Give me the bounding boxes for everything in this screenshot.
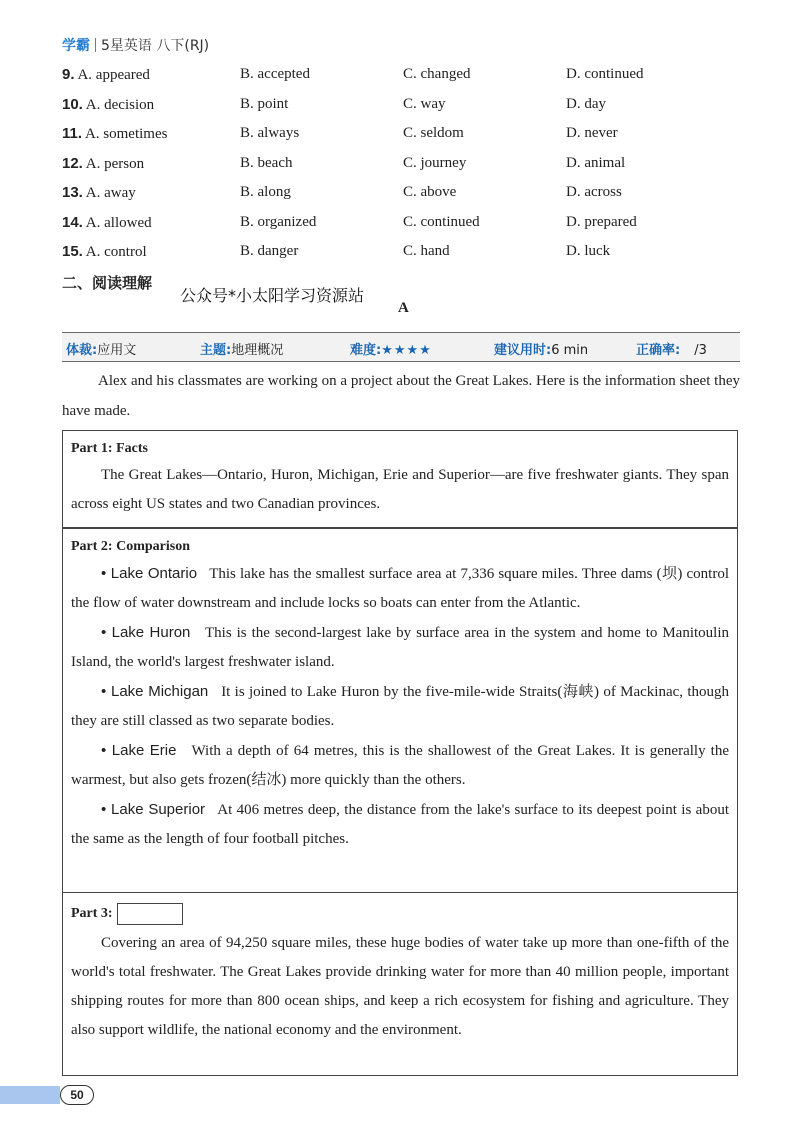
option-a[interactable]: 10. A. decision [62, 95, 155, 113]
page-header [62, 34, 209, 56]
genre-field: 体裁:应用文 [66, 343, 137, 358]
option-a[interactable]: 11. A. sometimes [62, 125, 168, 142]
part1-title: Part 1: Facts [71, 441, 148, 456]
topic-field: 主题:地理概况 [200, 343, 284, 358]
brand-logo: 学霸 [62, 38, 90, 54]
lake-erie-item: • Lake Erie With a depth of 64 metres, this is the shallowest of the Great Lakes. It is generally the warmest, but also gets frozen(结冰) more quickly than the others. [71, 742, 729, 788]
part3-title: Part 3: [71, 903, 729, 925]
option-d[interactable]: D. continued [566, 66, 644, 82]
header-divider [95, 38, 96, 52]
part1-box [62, 430, 738, 528]
option-c[interactable]: C. journey [403, 154, 467, 171]
lake-michigan-item: • Lake Michigan It is joined to Lake Huron by the five-mile-wide Straits(海峡) of Mackinac, though they are still classed as two separate bodies. [71, 683, 729, 729]
passage-info-bar [62, 332, 740, 362]
option-a[interactable]: 9. A. appeared [62, 66, 150, 83]
question-row-9 [62, 60, 742, 90]
intro-paragraph: Alex and his classmates are working on a project about the Great Lakes. Here is the information sheet they have made. [62, 373, 740, 419]
question-row-15 [62, 237, 742, 267]
time-field: 建议用时:6 min [494, 343, 589, 358]
option-b[interactable]: B. accepted [240, 66, 310, 82]
section-title: 二、阅读理解 [62, 274, 153, 292]
option-a[interactable]: 13. A. away [62, 184, 136, 201]
part3-title-blank[interactable] [117, 903, 183, 925]
option-a[interactable]: 12. A. person [62, 154, 145, 172]
option-d[interactable]: D. luck [566, 243, 611, 259]
option-a[interactable]: 15. A. control [62, 243, 147, 260]
difficulty-stars-icon: ★★★★ [381, 342, 432, 357]
option-b[interactable]: B. beach [240, 154, 293, 171]
option-c[interactable]: C. above [403, 184, 457, 200]
question-row-11 [62, 119, 742, 149]
option-d[interactable]: D. animal [566, 154, 626, 171]
option-c[interactable]: C. hand [403, 243, 450, 259]
question-row-13 [62, 178, 742, 208]
part3-text: Covering an area of 94,250 square miles, these huge bodies of water take up more than one-fifth of the world's total freshwater. The Great Lakes provide drinking water for more than 40 million people, important shipping routes for more than 800 ocean ships, and keep a rich ecosystem for fishing and agriculture. They also support wildlife, the national economy and the environment. [71, 935, 729, 1038]
lake-huron-item: • Lake Huron This is the second-largest lake by surface area in the system and home to Manitoulin Island, the world's largest freshwater island. [71, 624, 729, 670]
option-d[interactable]: D. prepared [566, 213, 637, 230]
option-b[interactable]: B. always [240, 125, 300, 141]
difficulty-field: 难度:★★★★ [350, 342, 432, 358]
question-row-12 [62, 149, 742, 179]
option-d[interactable]: D. across [566, 184, 622, 200]
page-number: 50 [60, 1085, 94, 1105]
option-d[interactable]: D. day [566, 95, 606, 112]
footer-color-bar [0, 1086, 60, 1104]
option-c[interactable]: C. seldom [403, 125, 464, 141]
question-row-10 [62, 90, 742, 120]
option-list [62, 60, 742, 267]
option-b[interactable]: B. danger [240, 243, 299, 259]
lake-ontario-item: • Lake Ontario This lake has the smallest surface area at 7,336 square miles. Three dams (坝) control the flow of water downstream and include locks so boats can enter from the Atlantic. [71, 565, 729, 611]
part2-box [62, 528, 738, 893]
option-b[interactable]: B. along [240, 184, 291, 200]
option-b[interactable]: B. organized [240, 213, 317, 230]
part1-text: The Great Lakes—Ontario, Huron, Michigan, Erie and Superior—are five freshwater giants. They span across eight US states and two Canadian provinces. [71, 467, 729, 512]
lake-superior-item: • Lake Superior At 406 metres deep, the distance from the lake's surface to its deepest point is about the same as the length of four football pitches. [71, 801, 729, 847]
option-c[interactable]: C. changed [403, 66, 471, 82]
part2-title: Part 2: Comparison [71, 539, 190, 554]
option-a[interactable]: 14. A. allowed [62, 213, 152, 231]
option-c[interactable]: C. continued [403, 213, 480, 230]
book-title: 5星英语 八下(RJ) [101, 38, 210, 54]
option-d[interactable]: D. never [566, 125, 618, 141]
part3-box [62, 892, 738, 1076]
accuracy-field: 正确率: /3 [636, 343, 707, 358]
passage-label: A [398, 300, 409, 316]
question-row-14 [62, 208, 742, 238]
watermark-text: 公众号*小太阳学习资源站 [180, 286, 365, 305]
option-c[interactable]: C. way [403, 95, 446, 112]
option-b[interactable]: B. point [240, 95, 289, 112]
